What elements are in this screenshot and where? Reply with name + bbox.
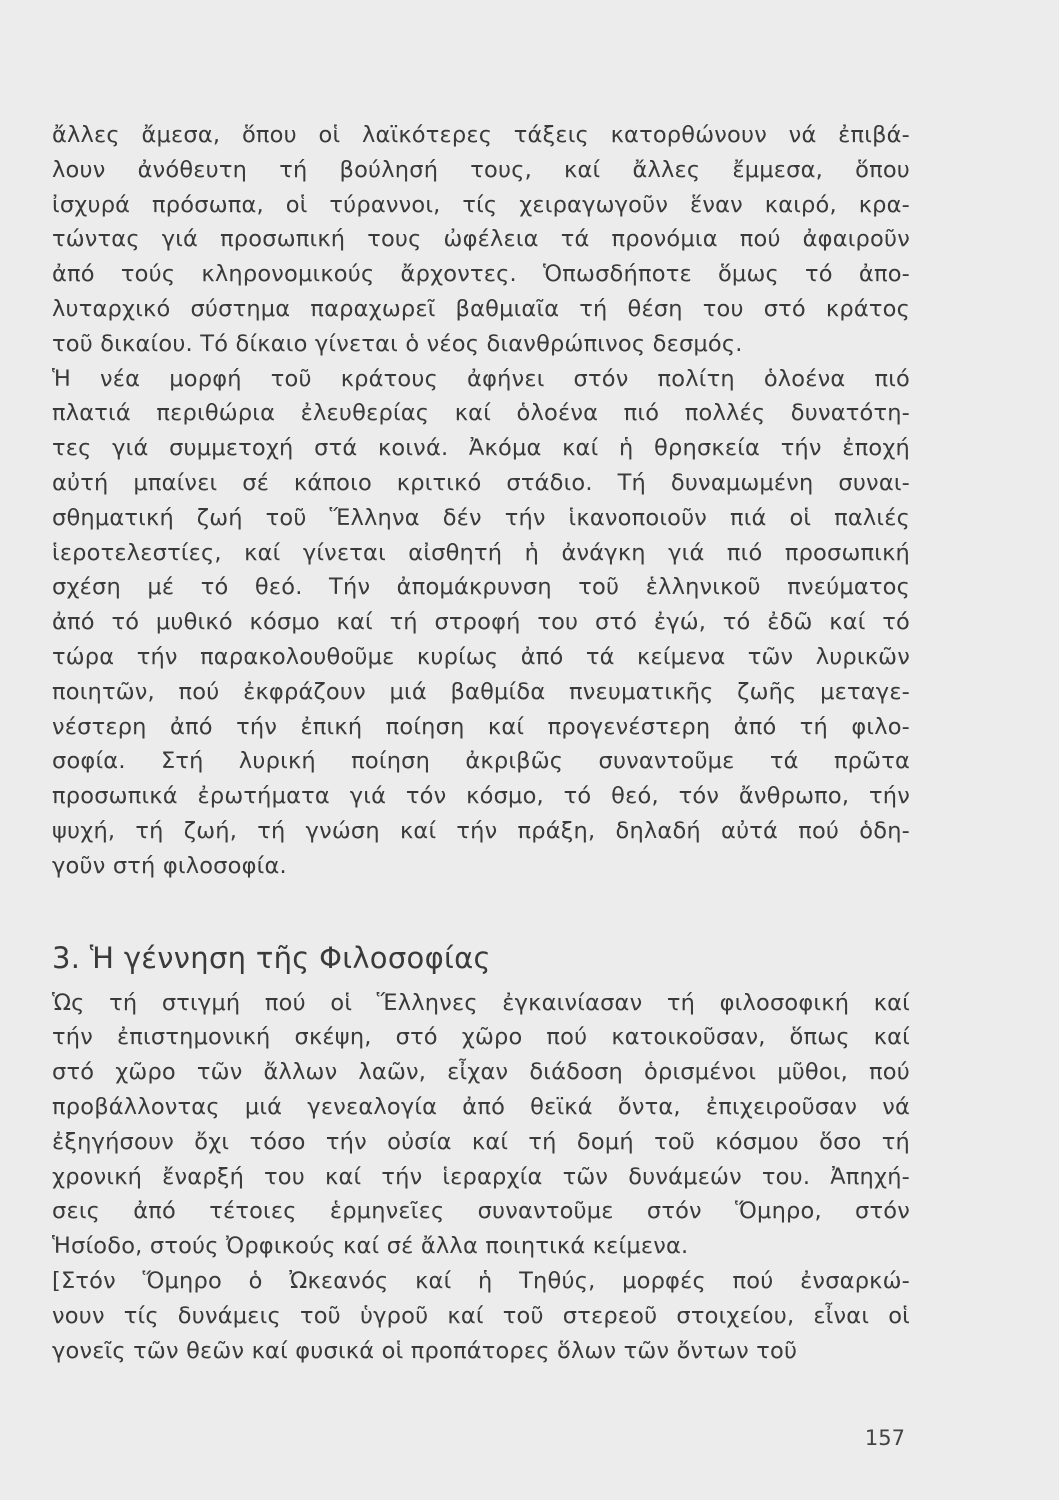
text-line: τοῦ δικαίου. Τό δίκαιο γίνεται ὁ νέος διανθρώπινος δεσμός. (52, 330, 743, 357)
text-line: σχέση μέ τό θεό. Τήν ἀπομάκρυνση τοῦ ἑλληνικοῦ πνεύματος (52, 574, 910, 601)
text-line: σεις ἀπό τέτοιες ἑρμηνεῖες συναντοῦμε στόν Ὅμηρο, στόν (52, 1198, 910, 1225)
paragraph (52, 1264, 910, 1368)
text-line: ἱεροτελεστίες, καί γίνεται αἰσθητή ἡ ἀνάγκη γιά πιό προσωπική (52, 539, 910, 566)
page-number: 157 (864, 1426, 905, 1450)
body-text-top (52, 118, 910, 884)
section-heading: 3. Ἡ γέννηση τῆς Φιλοσοφίας (52, 940, 491, 975)
text-line: ἰσχυρά πρόσωπα, οἱ τύραννοι, τίς χειραγωγοῦν ἕναν καιρό, κρα- (52, 191, 910, 218)
text-line: Ὡς τή στιγμή πού οἱ Ἕλληνες ἐγκαινίασαν τή φιλοσοφική καί (52, 989, 910, 1016)
text-line: τώρα τήν παρακολουθοῦμε κυρίως ἀπό τά κείμενα τῶν λυρικῶν (52, 643, 910, 670)
text-line: Ἡσίοδο, στούς Ὀρφικούς καί σέ ἄλλα ποιητικά κείμενα. (52, 1233, 689, 1260)
text-line: νέστερη ἀπό τήν ἐπική ποίηση καί προγενέστερη ἀπό τή φιλο- (52, 713, 910, 740)
paragraph (52, 986, 910, 1264)
text-line: Ἡ νέα μορφή τοῦ κράτους ἀφήνει στόν πολίτη ὁλοένα πιό (52, 365, 910, 392)
text-line: ποιητῶν, πού ἐκφράζουν μιά βαθμίδα πνευματικῆς ζωῆς μεταγε- (52, 678, 910, 705)
text-line: σοφία. Στή λυρική ποίηση ἀκριβῶς συναντοῦμε τά πρῶτα (52, 748, 910, 775)
paragraph (52, 118, 910, 362)
text-line: ἀπό τό μυθικό κόσμο καί τή στροφή του στό ἐγώ, τό ἐδῶ καί τό (52, 609, 910, 636)
text-line: νουν τίς δυνάμεις τοῦ ὑγροῦ καί τοῦ στερεοῦ στοιχείου, εἶναι οἱ (52, 1302, 910, 1329)
text-line: λουν ἀνόθευτη τή βούλησή τους, καί ἄλλες ἔμμεσα, ὅπου (52, 156, 910, 183)
text-line: γοῦν στή φιλοσοφία. (52, 852, 287, 879)
text-line: λυταρχικό σύστημα παραχωρεῖ βαθμιαῖα τή θέση του στό κράτος (52, 295, 910, 322)
text-line: ἐξηγήσουν ὄχι τόσο τήν οὐσία καί τή δομή τοῦ κόσμου ὅσο τή (52, 1128, 910, 1155)
paragraph (52, 362, 910, 884)
text-line: πλατιά περιθώρια ἐλευθερίας καί ὁλοένα πιό πολλές δυνατότη- (52, 400, 910, 427)
text-line: στό χῶρο τῶν ἄλλων λαῶν, εἶχαν διάδοση ὁρισμένοι μῦθοι, πού (52, 1059, 910, 1086)
text-line: τήν ἐπιστημονική σκέψη, στό χῶρο πού κατοικοῦσαν, ὅπως καί (52, 1024, 910, 1051)
text-column (52, 118, 910, 1368)
text-line: τώντας γιά προσωπική τους ὠφέλεια τά προνόμια πού ἀφαιροῦν (52, 226, 910, 253)
text-line: [Στόν Ὅμηρο ὁ Ὠκεανός καί ἡ Τηθύς, μορφές πού ἐνσαρκώ- (52, 1267, 910, 1294)
text-line: τες γιά συμμετοχή στά κοινά. Ἀκόμα καί ἡ θρησκεία τήν ἐποχή (52, 435, 910, 462)
body-text-bottom (52, 986, 910, 1369)
text-line: προσωπικά ἐρωτήματα γιά τόν κόσμο, τό θεό, τόν ἄνθρωπο, τήν (52, 783, 910, 810)
text-line: σθηματική ζωή τοῦ Ἕλληνα δέν τήν ἱκανοποιοῦν πιά οἱ παλιές (52, 504, 910, 531)
text-line: ψυχή, τή ζωή, τή γνώση καί τήν πράξη, δηλαδή αὐτά πού ὁδη- (52, 817, 910, 844)
text-line: γονεῖς τῶν θεῶν καί φυσικά οἱ προπάτορες ὅλων τῶν ὄντων τοῦ (52, 1337, 798, 1364)
text-line: αὐτή μπαίνει σέ κάποιο κριτικό στάδιο. Τή δυναμωμένη συναι- (52, 469, 910, 496)
text-line: προβάλλοντας μιά γενεαλογία ἀπό θεϊκά ὄντα, ἐπιχειροῦσαν νά (52, 1093, 910, 1120)
text-line: ἄλλες ἄμεσα, ὅπου οἱ λαϊκότερες τάξεις κατορθώνουν νά ἐπιβά- (52, 122, 910, 148)
text-line: ἀπό τούς κληρονομικούς ἄρχοντες. Ὁπωσδήποτε ὅμως τό ἀπο- (52, 261, 910, 288)
text-line: χρονική ἔναρξή του καί τήν ἱεραρχία τῶν δυνάμεών του. Ἀπηχή- (52, 1163, 910, 1190)
